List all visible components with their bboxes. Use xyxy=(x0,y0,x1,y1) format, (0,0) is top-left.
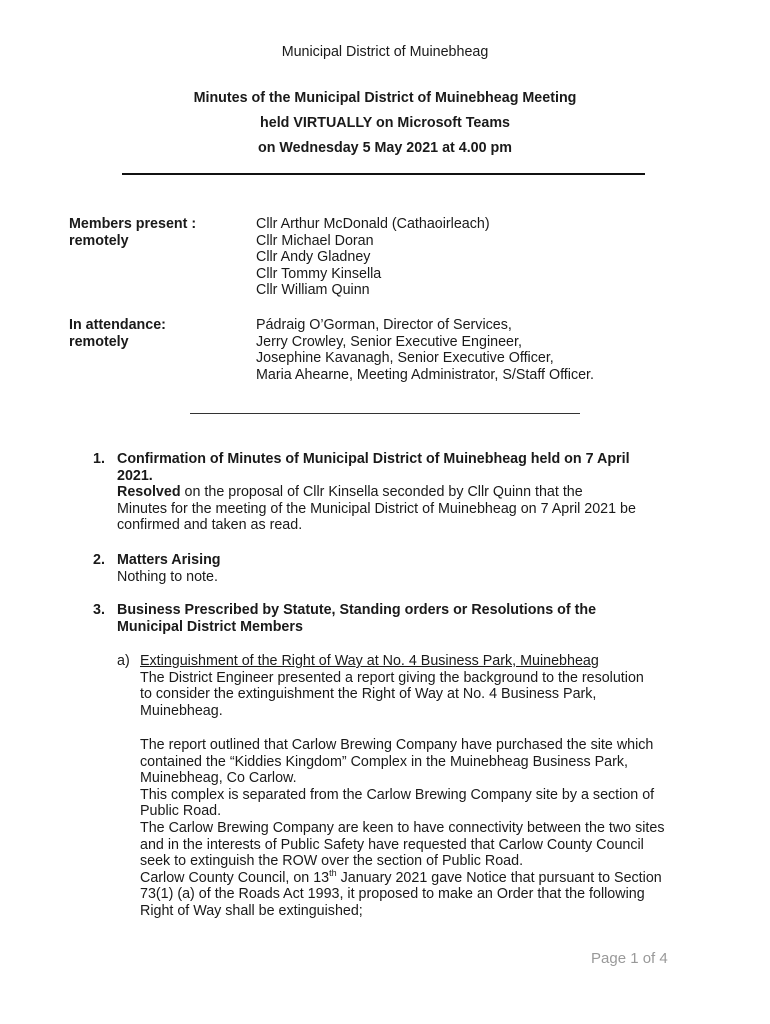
title-divider xyxy=(122,173,645,175)
item-1 xyxy=(117,451,687,534)
item-1-number: 1. xyxy=(93,451,105,467)
item-3a-p2 xyxy=(140,737,700,920)
item-1-title-line2: 2021. xyxy=(117,467,153,484)
item-3a-heading xyxy=(140,653,700,670)
member-name: Cllr Arthur McDonald (Cathaoirleach) xyxy=(256,216,490,232)
attendance-list xyxy=(256,317,594,383)
members-label-line2: remotely xyxy=(69,232,129,249)
item-3a-p2-line: Muinebheag, Co Carlow. xyxy=(140,770,297,787)
attendance-label-line2: remotely xyxy=(69,333,129,350)
item-1-resolution-line1 xyxy=(117,484,687,501)
item-3a-p2-line: The Carlow Brewing Company are keen to have connectivity between the two sites xyxy=(140,819,665,836)
p3-pre: Carlow County Council, on 13 xyxy=(140,869,330,886)
item-2 xyxy=(117,552,687,585)
member-name: Cllr Michael Doran xyxy=(256,232,374,249)
item-3a-p3-line1 xyxy=(140,867,700,887)
item-1-resolution-line3: confirmed and taken as read. xyxy=(117,517,303,534)
item-3a-p1-line: Muinebheag. xyxy=(140,702,223,719)
item-1-title-line1: Confirmation of Minutes of Municipal District of Muinebheag held on 7 April xyxy=(117,451,630,467)
item-2-title: Matters Arising xyxy=(117,552,221,568)
item-3-number: 3. xyxy=(93,602,105,618)
attendance-label xyxy=(69,317,166,350)
section-divider xyxy=(190,413,580,414)
item-3-title-line1: Business Prescribed by Statute, Standing orders or Resolutions of the xyxy=(117,602,597,618)
title-line-3: on Wednesday 5 May 2021 at 4.00 pm xyxy=(257,140,512,156)
members-label-line1: Members present : xyxy=(69,216,197,232)
item-3a-letter: a) xyxy=(117,653,130,669)
attendee-name: Maria Ahearne, Meeting Administrator, S/Staff Officer. xyxy=(256,366,595,383)
item-3a-p3-line: 73(1) (a) of the Roads Act 1993, it proposed to make an Order that the following xyxy=(140,886,645,903)
item-3a-p2-line: contained the “Kiddies Kingdom” Complex in the Muinebheag Business Park, xyxy=(140,753,628,770)
item-3a-p1 xyxy=(140,653,700,719)
item-3a-p1-line: The District Engineer presented a report giving the background to the resolution xyxy=(140,669,644,686)
title-line-2: held VIRTUALLY on Microsoft Teams xyxy=(260,115,510,131)
members-label xyxy=(69,216,196,249)
district-heading: Municipal District of Muinebheag xyxy=(281,44,489,60)
title-line-1: Minutes of the Municipal District of Muinebheag Meeting xyxy=(193,90,577,106)
item-3a-p3-line: Right of Way shall be extinguished; xyxy=(140,902,363,919)
attendee-name: Jerry Crowley, Senior Executive Engineer, xyxy=(256,333,522,350)
item-3a-p2-line: and in the interests of Public Safety have requested that Carlow County Council xyxy=(140,836,644,853)
item-3a-p2-line: seek to extinguish the ROW over the section of Public Road. xyxy=(140,853,524,870)
attendee-name: Josephine Kavanagh, Senior Executive Officer, xyxy=(256,350,554,367)
attendee-name: Pádraig O’Gorman, Director of Services, xyxy=(256,317,512,333)
member-name: Cllr William Quinn xyxy=(256,282,370,299)
members-list xyxy=(256,216,490,299)
p3-post: January 2021 gave Notice that pursuant to Section xyxy=(336,869,662,886)
item-3a-p2-line: Public Road. xyxy=(140,803,222,820)
item-3a-heading-text: Extinguishment of the Right of Way at No. 4 Business Park, Muinebheag xyxy=(140,653,599,669)
item-3-title-line2: Municipal District Members xyxy=(117,618,303,635)
member-name: Cllr Tommy Kinsella xyxy=(256,265,382,282)
item-3a-p1-line: to consider the extinguishment the Right of Way at No. 4 Business Park, xyxy=(140,686,597,703)
item-3 xyxy=(117,602,687,635)
resolved-text: on the proposal of Cllr Kinsella seconded by Cllr Quinn that the xyxy=(180,484,583,501)
p3-sup: th xyxy=(329,867,337,878)
item-3a-p2-line: This complex is separated from the Carlow Brewing Company site by a section of xyxy=(140,786,655,803)
page-number: Page 1 of 4 xyxy=(591,950,668,967)
item-2-body: Nothing to note. xyxy=(117,568,218,585)
item-3a-p2-line: The report outlined that Carlow Brewing Company have purchased the site which xyxy=(140,737,654,753)
member-name: Cllr Andy Gladney xyxy=(256,249,371,266)
resolved-word: Resolved xyxy=(117,484,181,501)
item-1-resolution-line2: Minutes for the meeting of the Municipal District of Muinebheag on 7 April 2021 be xyxy=(117,500,636,517)
item-2-number: 2. xyxy=(93,552,105,568)
attendance-label-line1: In attendance: xyxy=(69,317,166,333)
